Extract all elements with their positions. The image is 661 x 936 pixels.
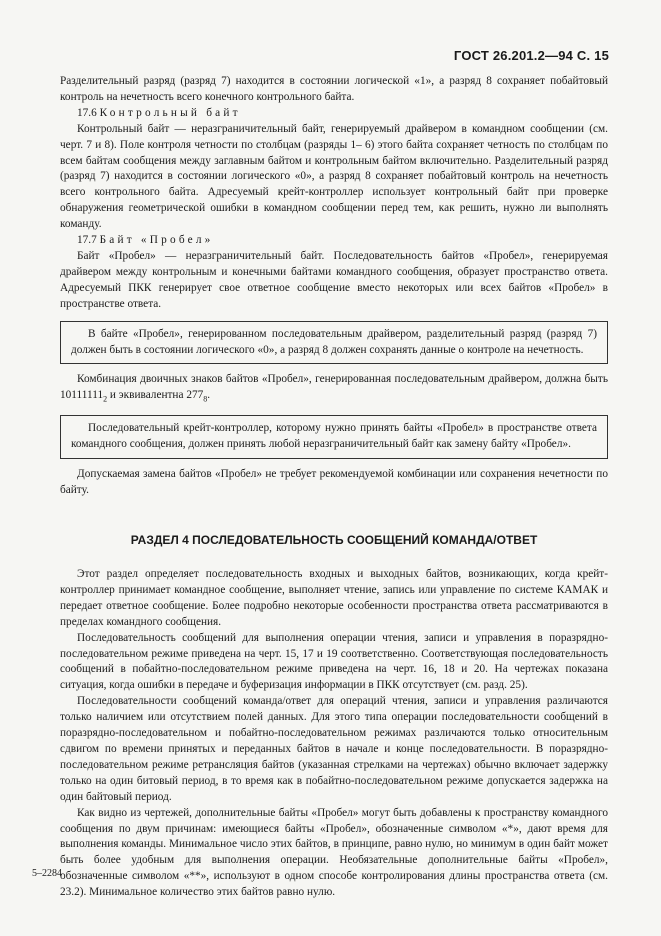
heading-number: 17.7 (77, 234, 97, 247)
requirement-box-2 (60, 415, 608, 459)
paragraph: Допускаемая замена байтов «Пробел» не требует рекомендуемой комбинации или сохранения нечетности по байту. (60, 468, 608, 497)
boxed-paragraph: Последовательный крейт-контроллер, которому нужно принять байты «Пробел» в пространстве ответа командного сообщения, должен принять любой неразграничительный байт как замену байту «Пробел». (71, 422, 597, 451)
text: и эквивалентна 277 (107, 389, 204, 402)
paragraph-combination (60, 372, 608, 407)
subscript: 2 (103, 394, 108, 404)
subsection-heading-17-6 (60, 106, 608, 122)
paragraph: Контрольный байт — неразграничительный байт, генерируемый драйвером в командном сообщении (см. черт. 7 и 8). Поле контроля четности по столбцам (разряды 1– 6) этого байта сохраняет четность по столбцам по всем байтам сообщения между заглавным байтом и контрольным байтом включительно. Разделительный разряд (разряд 7) находится в состоянии логического «0», а разряд 8 сохраняет побайтовый контроль на нечетность всего контрольного байта. Адресуемый крейт-контроллер использует контрольный байт при проверке обнаружения геометрической ошибки в командном сообщении перед тем, как решить, нужно ли выполнять команду. (60, 122, 608, 231)
paragraph: Как видно из чертежей, дополнительные байты «Пробел» могут быть добавлены к пространству командного сообщения по двум причинам: имеющиеся байты «Пробел», обозначенные символом «*», дают время для выполнения команды. Минимальное число этих байтов, в принципе, равно нулю, но минимум в один байт может быть более удобным для выполнения операции. Необязательные дополнительные байты «Пробел», обозначенные символом «**», используют в одном способе контролирования длины пространства ответа (см. 23.2). Минимальное количество этих байтов равно нулю. (60, 806, 608, 899)
heading-number: 17.6 (77, 106, 97, 119)
heading-title: Байт «Пробел» (99, 234, 214, 247)
paragraph: Байт «Пробел» — неразграничительный байт. Последовательность байтов «Пробел», генерируемая драйвером между контрольным и конечными байтами командного сообщения, образует пространство ответа. Адресуемый ПКК генерирует свое ответное сообщение вместо некоторых или всех байтов «Пробел» в пространстве ответа. (60, 249, 608, 310)
subsection-heading-17-7 (60, 233, 608, 249)
page-content (60, 74, 608, 901)
paragraph: Последовательность сообщений для выполнения операции чтения, записи и управления в поразрядно-последовательном режиме приведена на черт. 15, 17 и 19 соответственно. Соответствующая последовательность сообщений в побайтно-последовательном режиме приведена на черт. 16, 18 и 20. На чертежах показана ситуация, когда ошибки в передаче и буферизация информации в ПКК отсутствует (см. разд. 25). (60, 631, 608, 692)
boxed-paragraph: В байте «Пробел», генерированном последовательным драйвером, разделительный разряд (разряд 7) должен быть в состоянии логического «0», а разряд 8 должен сохранять данные о контроле на нечетность. (71, 327, 597, 356)
page-header: ГОСТ 26.201.2—94 С. 15 (453, 48, 609, 63)
text: Комбинация двоичных знаков байтов «Пробел», генерированная последовательным драйвером, должна быть 10111111 (60, 373, 608, 402)
subscript: 8 (203, 394, 208, 404)
paragraph: Последовательности сообщений команда/ответ для операций чтения, записи и управления различаются только наличием или отсутствием полей данных. Для этого типа операции последовательности сообщений в поразрядно-последовательном и побайтно-последовательном режимах различаются только относительным сдвигом по времени принятых и переданных байтов в начале и конце последовательности. В поразрядно-последовательном режиме ретрансляция байтов (указанная стрелками на чертежах) обычно включает задержку только на один битовый период, в то время как в побайтно-последовательном режиме допускается задержка на один байтовый период. (60, 695, 608, 803)
requirement-box-1 (60, 321, 608, 365)
paragraph: Этот раздел определяет последовательность входных и выходных байтов, возникающих, когда крейт-контроллер принимает командное сообщение, выполняет чтение, запись или управление по системе КАМАК и передает ответное сообщение. Более подробно некоторые особенности пространства ответа рассматриваются в пределах командного сообщения. (60, 568, 608, 628)
page-footer-code: 5–2284 (32, 868, 62, 879)
text: . (207, 389, 211, 402)
heading-title: Контрольный байт (99, 106, 241, 119)
section-title: РАЗДЕЛ 4 ПОСЛЕДОВАТЕЛЬНОСТЬ СООБЩЕНИЙ КОМАНДА/ОТВЕТ (130, 533, 538, 548)
paragraph: Разделительный разряд (разряд 7) находится в состоянии логической «1», а разряд 8 сохраняет побайтовый контроль на нечетность всего конечного контрольного байта. (60, 75, 608, 103)
